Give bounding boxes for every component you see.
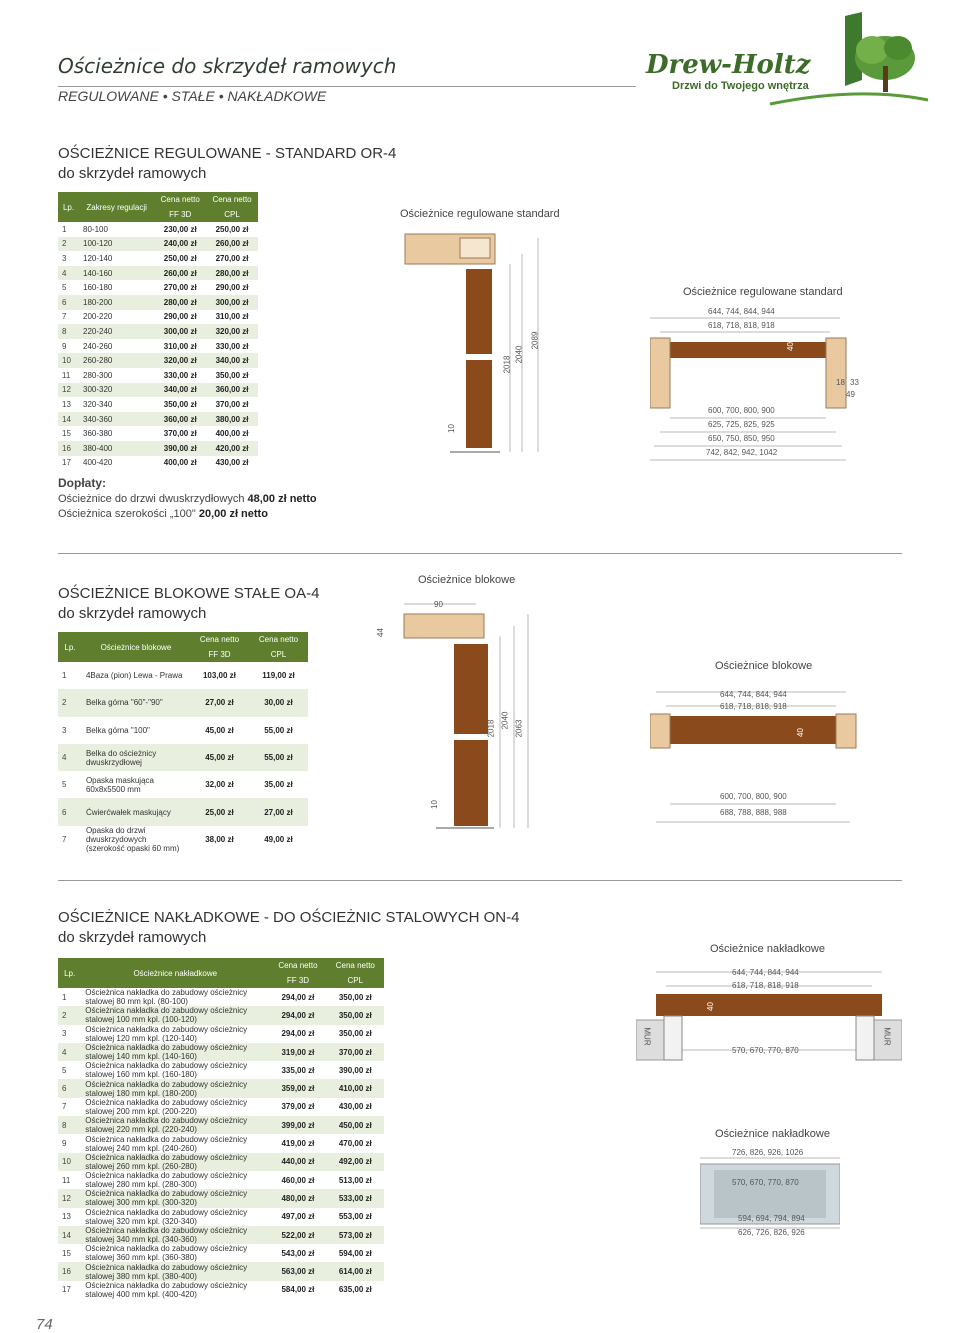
cell-ff3d: 320,00 zł (154, 353, 206, 368)
cell-ff3d: 32,00 zł (205, 780, 234, 790)
dim-bp-b2: 688, 788, 888, 988 (720, 808, 787, 817)
cell-lp: 15 (62, 1248, 71, 1258)
cell-lp: 6 (58, 295, 79, 310)
cell-cpl: 360,00 zł (206, 383, 258, 398)
cell-lp: 12 (58, 1189, 81, 1207)
table-row (58, 798, 308, 825)
cell-lp: 14 (58, 412, 79, 427)
cell-lp: 17 (62, 458, 71, 468)
dim-o-mur-right: MUR (882, 1027, 892, 1046)
brand-logo (640, 8, 940, 108)
cell-ff3d: 350,00 zł (163, 399, 197, 409)
table-row (58, 826, 308, 853)
cell-label: Ościeżnica nakładka do zabudowy ościeżnicy stalowej 300 mm kpl. (300-320) (81, 1189, 269, 1207)
cell-cpl: 290,00 zł (215, 283, 249, 293)
cell-label: Ościeżnica nakładka do zabudowy ościeżnicy stalowej 320 mm kpl. (320-340) (85, 1207, 248, 1226)
cell-label: Belka górna "60"-"90" (82, 689, 190, 716)
cell-cpl: 553,00 zł (338, 1212, 372, 1222)
cell-cpl: 300,00 zł (206, 295, 258, 310)
dim-b-2040: 2040 (500, 711, 510, 730)
cell-ff3d: 294,00 zł (281, 992, 315, 1002)
surcharges-title: Dopłaty: (58, 476, 106, 490)
cell-lp: 5 (62, 780, 67, 790)
cell-label: Ościeżnica nakładka do zabudowy ościeżnicy stalowej 340 mm kpl. (340-360) (81, 1226, 269, 1244)
cell-label: Ćwierćwałek maskujący (82, 798, 190, 825)
cell-label: 140-160 (79, 266, 154, 281)
cell-ff3d: 250,00 zł (163, 253, 197, 263)
cell-ff3d: 340,00 zł (154, 383, 206, 398)
cell-lp: 9 (62, 341, 67, 351)
cell-ff3d: 460,00 zł (281, 1175, 315, 1185)
cell-cpl: 310,00 zł (215, 312, 249, 322)
cell-ff3d: 45,00 zł (205, 725, 234, 735)
cell-label: 180-200 (79, 295, 154, 310)
table-row (58, 1006, 384, 1024)
cell-ff3d: 543,00 zł (281, 1248, 315, 1258)
cell-ff3d: 379,00 zł (281, 1102, 315, 1112)
diagram-overlay-caption: Ościeżnice nakładkowe (710, 943, 825, 955)
cell-lp: 2 (58, 1006, 81, 1024)
dim-bp-top1: 644, 744, 844, 944 (720, 690, 787, 699)
dim-o-inner: 570, 670, 770, 870 (732, 1046, 799, 1055)
section3-title-line2: do skrzydeł ramowych (58, 929, 207, 946)
cell-ff3d: 359,00 zł (269, 1079, 326, 1097)
col-netto-cpl: Cena netto (327, 958, 384, 973)
cell-ff3d: 103,00 zł (202, 671, 236, 681)
cell-cpl: 55,00 zł (249, 744, 308, 771)
table-row (58, 383, 258, 398)
section-divider-2 (58, 880, 902, 881)
table-block (58, 632, 308, 853)
cell-ff3d: 25,00 zł (190, 798, 249, 825)
cell-label: Ościeżnica nakładka do zabudowy ościeżnicy stalowej 100 mm kpl. (100-120) (81, 1006, 269, 1024)
dim-2040: 2040 (514, 345, 524, 364)
dim-r-b2: 625, 725, 825, 925 (708, 420, 775, 429)
cell-lp: 2 (58, 237, 79, 252)
table-row (58, 251, 258, 266)
cell-label: 320-340 (83, 399, 113, 409)
cell-label: 160-180 (83, 283, 113, 293)
cell-lp: 9 (62, 1139, 67, 1149)
cell-lp: 15 (62, 429, 71, 439)
cell-ff3d: 294,00 zł (269, 1006, 326, 1024)
dim-r-18: 18 (836, 378, 845, 387)
section-divider-1 (58, 553, 902, 554)
cell-lp: 13 (62, 399, 71, 409)
dim-o-t2: 618, 718, 818, 918 (732, 981, 799, 990)
cell-cpl: 614,00 zł (327, 1262, 384, 1280)
cell-lp: 11 (62, 1175, 71, 1185)
dim-o-t1: 644, 744, 844, 944 (732, 968, 799, 977)
cell-cpl: 513,00 zł (338, 1175, 372, 1185)
cell-label: Ościeżnica nakładka do zabudowy ościeżnicy stalowej 400 mm kpl. (400-420) (85, 1280, 248, 1299)
diagram-regulated-plan-caption: Ościeżnice regulowane standard (683, 286, 843, 298)
cell-lp: 3 (62, 253, 67, 263)
section2-title-line2: do skrzydeł ramowych (58, 605, 207, 622)
table-row (58, 368, 258, 383)
cell-cpl: 594,00 zł (338, 1248, 372, 1258)
cell-lp: 10 (58, 353, 79, 368)
col-netto-cpl: Cena netto (206, 192, 258, 207)
cell-cpl: 49,00 zł (264, 834, 293, 844)
cell-cpl: 30,00 zł (249, 689, 308, 716)
section1-title-line1: OŚCIEŻNICE REGULOWANE - STANDARD OR-4 (58, 145, 397, 162)
col-cpl: CPL (249, 647, 308, 662)
cell-ff3d: 335,00 zł (281, 1065, 315, 1075)
page-number: 74 (36, 1316, 53, 1333)
dim-o2-t1: 726, 826, 926, 1026 (732, 1148, 804, 1157)
table-row (58, 266, 258, 281)
cell-label: Belka górna "100" (85, 725, 150, 735)
section1-title-line2: do skrzydeł ramowych (58, 165, 207, 182)
cell-ff3d: 300,00 zł (154, 324, 206, 339)
cell-cpl: 320,00 zł (206, 324, 258, 339)
table-row (58, 456, 258, 471)
cell-label: Ościeżnica nakładka do zabudowy ościeżnicy stalowej 120 mm kpl. (120-140) (85, 1024, 248, 1043)
col-cpl: CPL (327, 973, 384, 988)
surcharge-width100-price: 20,00 zł netto (198, 508, 268, 520)
dim-r-33: 33 (850, 378, 859, 387)
dim-b-44: 44 (375, 628, 385, 637)
cell-lp: 7 (62, 834, 67, 844)
cell-cpl: 350,00 zł (215, 370, 249, 380)
cell-label: 4Baza (pion) Lewa - Prawa (85, 671, 183, 681)
col-lp: Lp. (58, 958, 81, 988)
dim-o2-b1: 594, 694, 794, 894 (738, 1214, 805, 1223)
table-row (58, 1189, 384, 1207)
dim-b-10: 10 (429, 800, 439, 809)
cell-cpl: 350,00 zł (338, 992, 372, 1002)
cell-label: 400-420 (83, 458, 113, 468)
table-row (58, 353, 258, 368)
cell-lp: 1 (62, 992, 67, 1002)
cell-cpl: 492,00 zł (327, 1153, 384, 1171)
table-overlay (58, 958, 384, 1299)
section2-title-line1: OŚCIEŻNICE BLOKOWE STAŁE OA-4 (58, 585, 320, 602)
cell-label: Belka do ościeżnicy dwuskrzydłowej (82, 744, 190, 771)
cell-label: Opaska do drzwi dwuskrzydowych (szerokość opaski 60 mm) (85, 825, 180, 853)
cell-lp: 16 (58, 1262, 81, 1280)
cell-lp: 7 (62, 1102, 67, 1112)
cell-lp: 2 (58, 689, 82, 716)
cell-label: Ościeżnica nakładka do zabudowy ościeżnicy stalowej 280 mm kpl. (280-300) (85, 1171, 248, 1190)
section3-title (58, 908, 519, 948)
table-row (58, 717, 308, 744)
cell-lp: 11 (62, 370, 71, 380)
col-netto-ff: Cena netto (154, 192, 206, 207)
cell-ff3d: 497,00 zł (281, 1212, 315, 1222)
surcharge-double-text: Ościeżnice do drzwi dwuskrzydłowych (58, 493, 245, 505)
cell-ff3d: 390,00 zł (154, 441, 206, 456)
table-row (58, 222, 258, 237)
logo-tagline: Drzwi do Twojego wnętrza (672, 80, 809, 92)
cell-ff3d: 360,00 zł (154, 412, 206, 427)
section3-title-line1: OŚCIEŻNICE NAKŁADKOWE - DO OŚCIEŻNIC STALOWYCH ON-4 (58, 909, 520, 926)
diagram-block-caption: Ościeżnice blokowe (418, 574, 516, 586)
cell-cpl: 573,00 zł (327, 1226, 384, 1244)
table-row (58, 441, 258, 456)
cell-label: Ościeżnica nakładka do zabudowy ościeżnicy stalowej 240 mm kpl. (240-260) (85, 1134, 248, 1153)
cell-ff3d: 563,00 zł (269, 1262, 326, 1280)
col-lp: Lp. (58, 192, 79, 222)
cell-cpl: 380,00 zł (206, 412, 258, 427)
cell-ff3d: 230,00 zł (163, 224, 197, 234)
cell-cpl: 533,00 zł (327, 1189, 384, 1207)
cell-cpl: 370,00 zł (327, 1043, 384, 1061)
cell-lp: 8 (58, 1116, 81, 1134)
table-row (58, 1281, 384, 1299)
table-row (58, 1262, 384, 1280)
cell-lp: 8 (58, 324, 79, 339)
logo-name: Drew-Holtz (646, 50, 811, 80)
dim-o2-inner: 570, 670, 770, 870 (732, 1178, 799, 1187)
cell-label: 200-220 (83, 312, 113, 322)
cell-lp: 1 (62, 224, 67, 234)
cell-lp: 4 (58, 744, 82, 771)
section2-title (58, 584, 319, 624)
cell-lp: 1 (62, 671, 67, 681)
cell-cpl: 390,00 zł (338, 1065, 372, 1075)
col-ff3d: FF 3D (154, 207, 206, 222)
diagram-block-vertical (376, 596, 546, 836)
cell-label: Ościeżnica nakładka do zabudowy ościeżnicy stalowej 140 mm kpl. (140-160) (81, 1043, 269, 1061)
col-ff3d: FF 3D (190, 647, 249, 662)
table-row (58, 280, 258, 295)
table-row (58, 237, 258, 252)
cell-label: Ościeżnica nakładka do zabudowy ościeżnicy stalowej 200 mm kpl. (200-220) (85, 1097, 248, 1116)
dim-10: 10 (446, 424, 456, 433)
table-row (58, 1025, 384, 1043)
cell-ff3d: 419,00 zł (281, 1139, 315, 1149)
surcharge-double-price: 48,00 zł netto (247, 493, 317, 505)
cell-label: Ościeżnica nakładka do zabudowy ościeżnicy stalowej 380 mm kpl. (380-400) (81, 1262, 269, 1280)
cell-cpl: 330,00 zł (215, 341, 249, 351)
table-row (58, 771, 308, 798)
cell-cpl: 35,00 zł (264, 780, 293, 790)
dim-r-b3: 650, 750, 850, 950 (708, 434, 775, 443)
cell-lp: 6 (58, 798, 82, 825)
cell-ff3d: 480,00 zł (269, 1189, 326, 1207)
cell-ff3d: 280,00 zł (154, 295, 206, 310)
header-divider (58, 86, 636, 87)
cell-label: 280-300 (83, 370, 113, 380)
cell-lp: 4 (58, 1043, 81, 1061)
dim-2089: 2089 (530, 331, 540, 350)
cell-cpl: 470,00 zł (338, 1139, 372, 1149)
table-row (58, 1226, 384, 1244)
diagram-block-plan-caption: Ościeżnice blokowe (715, 660, 813, 672)
dim-r-top1: 644, 744, 844, 944 (708, 307, 775, 316)
cell-cpl: 420,00 zł (206, 441, 258, 456)
dim-bp-top2: 618, 718, 818, 918 (720, 702, 787, 711)
table-row (58, 988, 384, 1006)
cell-cpl: 410,00 zł (327, 1079, 384, 1097)
cell-ff3d: 240,00 zł (154, 237, 206, 252)
table-row (58, 1079, 384, 1097)
cell-ff3d: 310,00 zł (163, 341, 197, 351)
table-row (58, 1116, 384, 1134)
table-row (58, 1153, 384, 1171)
dim-r-40: 40 (785, 342, 795, 351)
table-row (58, 1134, 384, 1152)
cell-label: 260-280 (79, 353, 154, 368)
table-row (58, 1208, 384, 1226)
cell-ff3d: 330,00 zł (163, 370, 197, 380)
cell-lp: 5 (62, 283, 67, 293)
table-row (58, 689, 308, 716)
cell-label: 120-140 (83, 253, 113, 263)
table-row (58, 412, 258, 427)
col-name: Ościeżnice blokowe (82, 632, 190, 662)
diagram-overlay2-caption: Ościeżnice nakładkowe (715, 1128, 830, 1140)
cell-ff3d: 440,00 zł (269, 1153, 326, 1171)
cell-cpl: 370,00 zł (215, 399, 249, 409)
cell-lp: 3 (62, 725, 67, 735)
table-row (58, 310, 258, 325)
cell-lp: 10 (58, 1153, 81, 1171)
cell-cpl: 250,00 zł (215, 224, 249, 234)
dim-r-b4: 742, 842, 942, 1042 (706, 448, 778, 457)
cell-label: 300-320 (79, 383, 154, 398)
cell-label: Ościeżnica nakładka do zabudowy ościeżnicy stalowej 180 mm kpl. (180-200) (81, 1079, 269, 1097)
diagram-regulated-caption: Ościeżnice regulowane standard (400, 208, 560, 220)
cell-ff3d: 270,00 zł (163, 283, 197, 293)
cell-ff3d: 290,00 zł (163, 312, 197, 322)
table-row (58, 324, 258, 339)
cell-ff3d: 584,00 zł (281, 1285, 315, 1295)
dim-2018: 2018 (502, 355, 512, 374)
cell-lp: 13 (62, 1212, 71, 1222)
page-subtitle: REGULOWANE • STAŁE • NAKŁADKOWE (58, 88, 327, 104)
cell-lp: 16 (58, 441, 79, 456)
cell-label: Ościeżnica nakładka do zabudowy ościeżnicy stalowej 260 mm kpl. (260-280) (81, 1153, 269, 1171)
table-row (58, 1244, 384, 1262)
cell-ff3d: 400,00 zł (163, 458, 197, 468)
page-title: Ościeżnice do skrzydeł ramowych (58, 54, 397, 78)
cell-label: Ościeżnica nakładka do zabudowy ościeżnicy stalowej 160 mm kpl. (160-180) (85, 1061, 248, 1080)
cell-lp: 7 (62, 312, 67, 322)
table-row (58, 295, 258, 310)
dim-b-2063: 2063 (514, 719, 524, 738)
col-netto-ff: Cena netto (190, 632, 249, 647)
cell-ff3d: 319,00 zł (269, 1043, 326, 1061)
dim-b-2018: 2018 (486, 719, 496, 738)
cell-cpl: 430,00 zł (215, 458, 249, 468)
cell-cpl: 27,00 zł (249, 798, 308, 825)
cell-cpl: 635,00 zł (338, 1285, 372, 1295)
cell-cpl: 450,00 zł (327, 1116, 384, 1134)
cell-cpl: 340,00 zł (206, 353, 258, 368)
dim-o-mur-left: MUR (642, 1027, 652, 1046)
table-row (58, 426, 258, 441)
cell-cpl: 350,00 zł (338, 1029, 372, 1039)
cell-label: 360-380 (83, 429, 113, 439)
cell-ff3d: 399,00 zł (269, 1116, 326, 1134)
cell-lp: 3 (62, 1029, 67, 1039)
cell-label: 80-100 (83, 224, 108, 234)
dim-r-49: 49 (846, 390, 855, 399)
col-lp: Lp. (58, 632, 82, 662)
cell-lp: 6 (58, 1079, 81, 1097)
cell-cpl: 350,00 zł (327, 1006, 384, 1024)
cell-label: Ościeżnica nakładka do zabudowy ościeżnicy stalowej 220 mm kpl. (220-240) (81, 1116, 269, 1134)
cell-ff3d: 45,00 zł (190, 744, 249, 771)
col-netto-ff: Cena netto (269, 958, 326, 973)
cell-cpl: 400,00 zł (215, 429, 249, 439)
cell-label: Ościeżnica nakładka do zabudowy ościeżnicy stalowej 360 mm kpl. (360-380) (85, 1244, 248, 1263)
cell-label: 340-360 (79, 412, 154, 427)
diagram-regulated-vertical (400, 224, 550, 464)
cell-label: 100-120 (79, 237, 154, 252)
cell-cpl: 270,00 zł (215, 253, 249, 263)
dim-o-40: 40 (705, 1002, 715, 1011)
cell-cpl: 55,00 zł (264, 725, 293, 735)
cell-label: Ościeżnica nakładka do zabudowy ościeżnicy stalowej 80 mm kpl. (80-100) (85, 988, 248, 1007)
col-name: Ościeżnice nakładkowe (81, 958, 269, 988)
cell-ff3d: 27,00 zł (190, 689, 249, 716)
section1-title (58, 144, 396, 184)
col-range: Zakresy regulacji (79, 192, 154, 222)
cell-lp: 4 (58, 266, 79, 281)
cell-ff3d: 294,00 zł (281, 1029, 315, 1039)
cell-cpl: 430,00 zł (338, 1102, 372, 1112)
cell-ff3d: 38,00 zł (205, 834, 234, 844)
dim-r-b1: 600, 700, 800, 900 (708, 406, 775, 415)
surcharge-width100 (58, 508, 388, 520)
surcharge-width100-text: Ościeżnica szerokości „100" (58, 508, 196, 520)
cell-label: Opaska maskująca 60x8x5500 mm (85, 775, 154, 794)
table-row (58, 1061, 384, 1079)
cell-lp: 14 (58, 1226, 81, 1244)
table-row (58, 744, 308, 771)
col-ff3d: FF 3D (269, 973, 326, 988)
cell-ff3d: 260,00 zł (154, 266, 206, 281)
dim-b-90: 90 (434, 600, 443, 609)
table-row (58, 339, 258, 354)
table-row (58, 397, 258, 412)
cell-cpl: 260,00 zł (206, 237, 258, 252)
cell-label: 380-400 (79, 441, 154, 456)
cell-cpl: 280,00 zł (206, 266, 258, 281)
surcharge-double (58, 493, 388, 505)
col-cpl: CPL (206, 207, 258, 222)
surcharges (58, 476, 388, 520)
cell-ff3d: 370,00 zł (163, 429, 197, 439)
cell-ff3d: 522,00 zł (269, 1226, 326, 1244)
cell-lp: 12 (58, 383, 79, 398)
dim-r-top2: 618, 718, 818, 918 (708, 321, 775, 330)
cell-lp: 17 (62, 1285, 71, 1295)
dim-bp-b1: 600, 700, 800, 900 (720, 792, 787, 801)
table-row (58, 662, 308, 689)
cell-cpl: 119,00 zł (262, 671, 295, 681)
cell-label: 240-260 (83, 341, 113, 351)
table-row (58, 1171, 384, 1189)
cell-lp: 5 (62, 1065, 67, 1075)
col-netto-cpl: Cena netto (249, 632, 308, 647)
cell-label: 220-240 (79, 324, 154, 339)
table-regulated (58, 192, 258, 470)
table-row (58, 1043, 384, 1061)
table-row (58, 1098, 384, 1116)
dim-o2-b2: 626, 726, 826, 926 (738, 1228, 805, 1237)
dim-bp-40: 40 (795, 728, 805, 737)
